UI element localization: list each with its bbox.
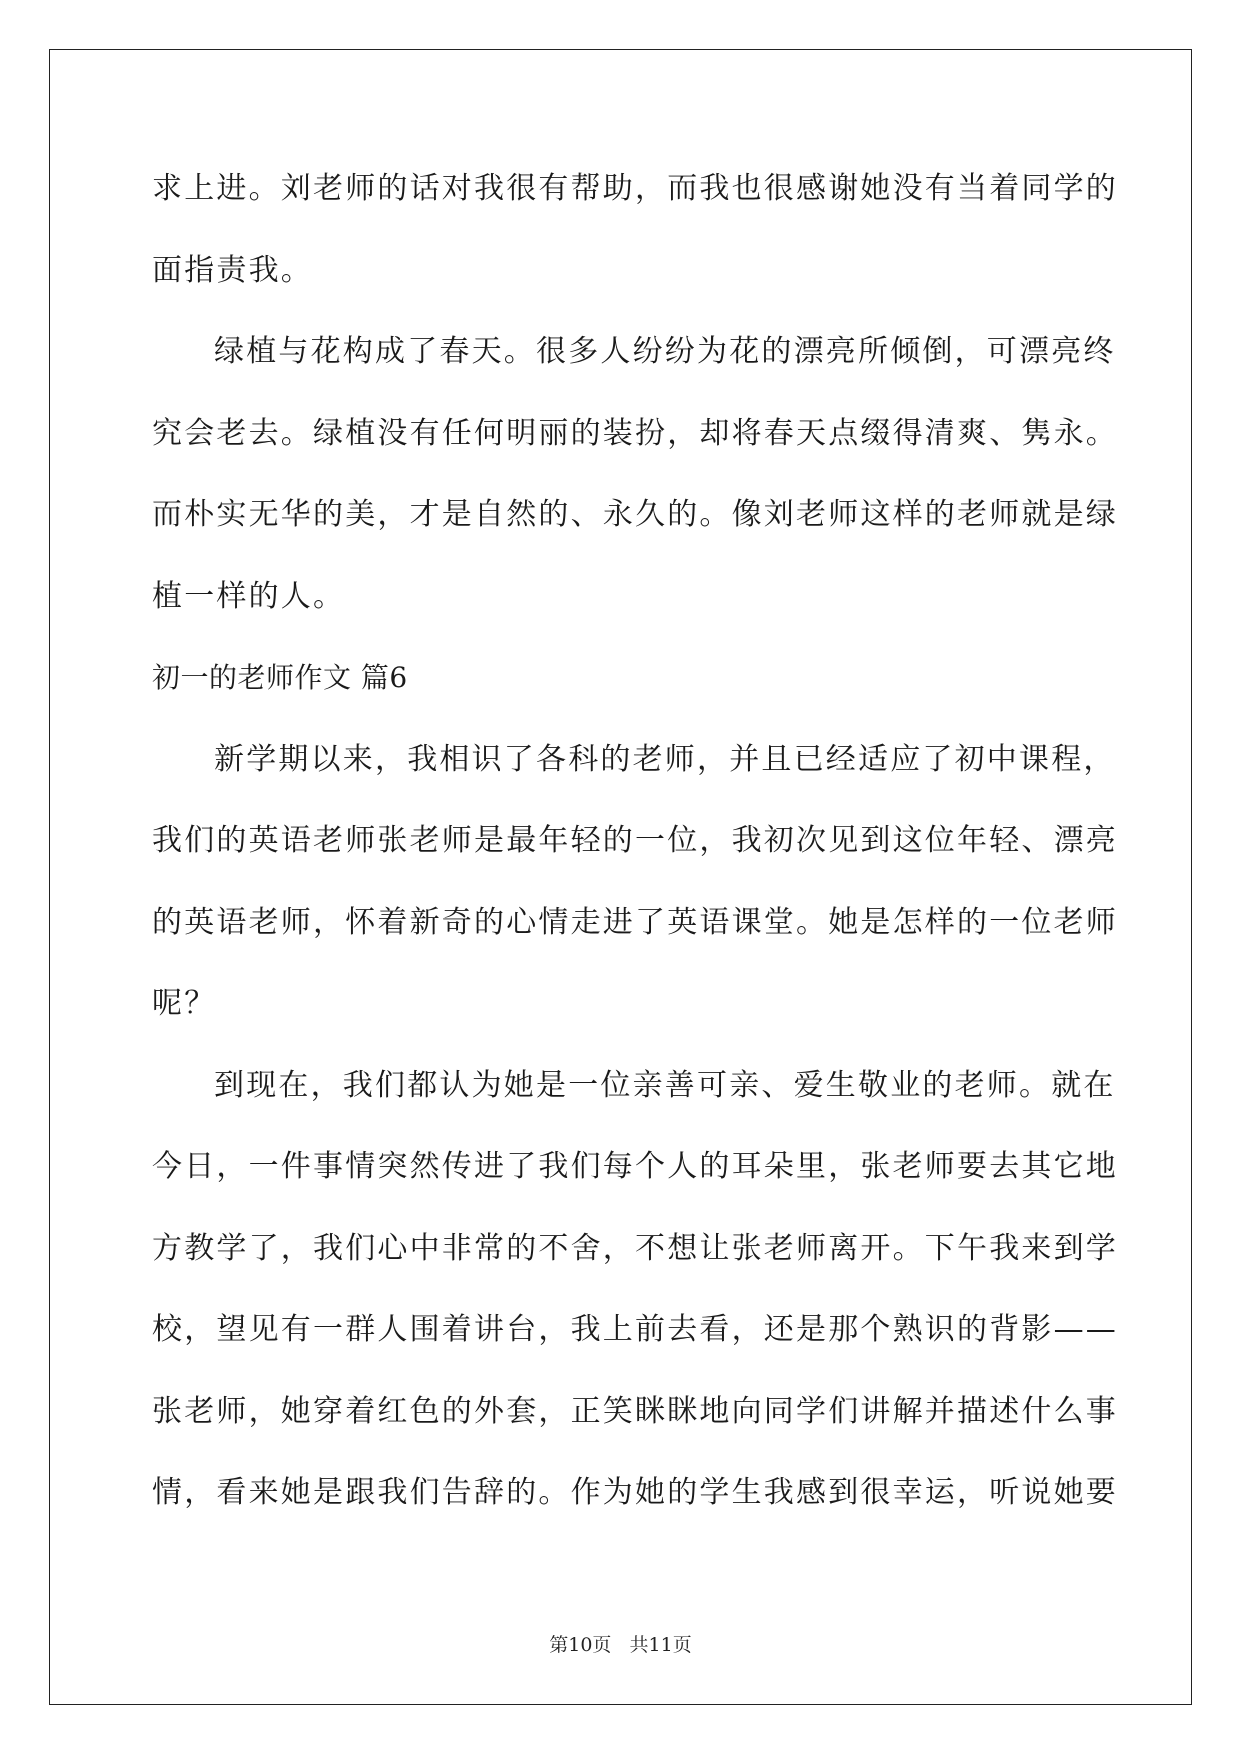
text-line: 的英语老师，怀着新奇的心情走进了英语课堂。她是怎样的一位老师	[152, 904, 1118, 940]
text-line: 呢？	[152, 986, 217, 1021]
document-body	[152, 148, 1118, 1534]
text-line: 面指责我。	[152, 252, 313, 288]
text-line: 张老师，她穿着红色的外套，正笑眯眯地向同学们讲解并描述什么事	[152, 1393, 1118, 1429]
text-line: 而朴实无华的美，才是自然的、永久的。像刘老师这样的老师就是绿	[152, 497, 1118, 532]
paragraph-first-line: 绿植与花构成了春天。很多人纷纷为花的漂亮所倾倒，可漂亮终	[214, 334, 1116, 369]
text-line: 情，看来她是跟我们告辞的。作为她的学生我感到很幸运，听说她要	[152, 1475, 1118, 1510]
paragraph-first-line: 新学期以来，我相识了各科的老师，并且已经适应了初中课程，	[214, 741, 1116, 777]
page-footer	[0, 1630, 1241, 1657]
section-heading: 初一的老师作文 篇6	[152, 661, 408, 694]
text-line: 植一样的人。	[152, 578, 346, 614]
page-number: 第10页 共11页	[549, 1634, 692, 1656]
text-line: 今日，一件事情突然传进了我们每个人的耳朵里，张老师要去其它地	[152, 1149, 1118, 1184]
text-line: 求上进。刘老师的话对我很有帮助，而我也很感谢她没有当着同学的	[152, 171, 1118, 206]
text-line: 校，望见有一群人围着讲台，我上前去看，还是那个熟识的背影——	[152, 1312, 1118, 1347]
paragraph-first-line: 到现在，我们都认为她是一位亲善可亲、爱生敬业的老师。就在	[214, 1067, 1116, 1103]
text-line: 我们的英语老师张老师是最年轻的一位，我初次见到这位年轻、漂亮	[152, 823, 1118, 858]
text-line: 方教学了，我们心中非常的不舍，不想让张老师离开。下午我来到学	[152, 1230, 1118, 1266]
text-line: 究会老去。绿植没有任何明丽的装扮，却将春天点缀得清爽、隽永。	[152, 415, 1118, 451]
